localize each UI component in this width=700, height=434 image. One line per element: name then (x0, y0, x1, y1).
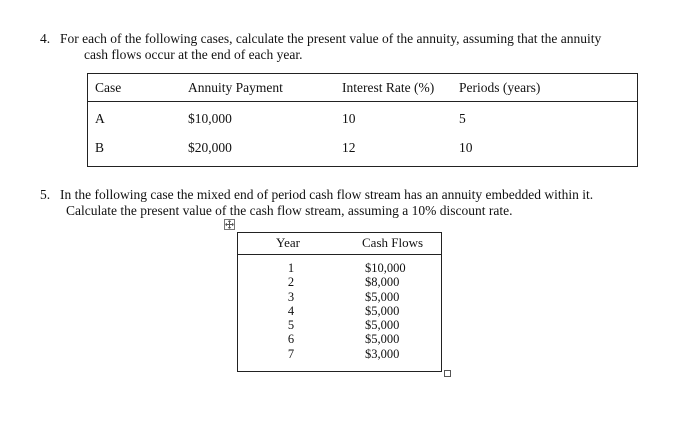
list-item: 3 (287, 289, 295, 304)
row-b-periods: 10 (459, 140, 473, 155)
row-b-payment: $20,000 (188, 140, 232, 155)
header-periods: Periods (years) (459, 80, 541, 95)
table-move-handle-icon[interactable] (224, 219, 235, 230)
question-5 (40, 187, 680, 219)
row-a-rate: 10 (342, 111, 356, 126)
list-item: $5,000 (365, 318, 400, 333)
list-item: 5 (287, 318, 295, 333)
question-5-line1: 5. In the following case the mixed end of period cash flow stream has an annuity embedded within it. (40, 187, 594, 202)
row-b-rate: 12 (342, 140, 356, 155)
list-item: 1 (287, 261, 295, 275)
row-a-payment: $10,000 (188, 111, 232, 126)
list-item: $8,000 (365, 275, 400, 290)
question-5-line2: Calculate the present value of the cash flow stream, assuming a 10% discount rate. (66, 203, 513, 218)
annuity-table-header (88, 74, 637, 102)
list-item: $5,000 (365, 303, 400, 318)
question-5-number: 5. (40, 187, 51, 202)
header-cash-flows: Cash Flows (362, 235, 424, 250)
list-item: $10,000 (365, 261, 406, 275)
annuity-table (87, 73, 638, 167)
question-4-line1: 4. For each of the following cases, calculate the present value of the annuity, assuming that the annuity (40, 31, 602, 46)
header-annuity-payment: Annuity Payment (188, 80, 283, 95)
list-item: $5,000 (365, 332, 400, 347)
year-column (283, 261, 299, 361)
cash-flows-column (365, 261, 406, 361)
question-4 (40, 31, 680, 63)
header-year: Year (276, 235, 300, 250)
cash-flow-table (237, 232, 442, 372)
question-4-number: 4. (40, 31, 51, 46)
row-a-case: A (95, 111, 105, 126)
list-item: 7 (287, 346, 295, 361)
row-a-periods: 5 (459, 111, 466, 126)
list-item: 4 (287, 303, 295, 318)
header-interest-rate: Interest Rate (%) (342, 80, 435, 95)
table-resize-handle[interactable] (444, 370, 451, 377)
cash-flow-table-header (238, 233, 441, 255)
list-item: 2 (287, 275, 295, 290)
header-case: Case (95, 80, 122, 95)
question-4-line2: cash flows occur at the end of each year. (84, 47, 303, 62)
row-b-case: B (95, 140, 105, 155)
list-item: 6 (287, 332, 295, 347)
list-item: $5,000 (365, 289, 400, 304)
list-item: $3,000 (365, 346, 400, 361)
